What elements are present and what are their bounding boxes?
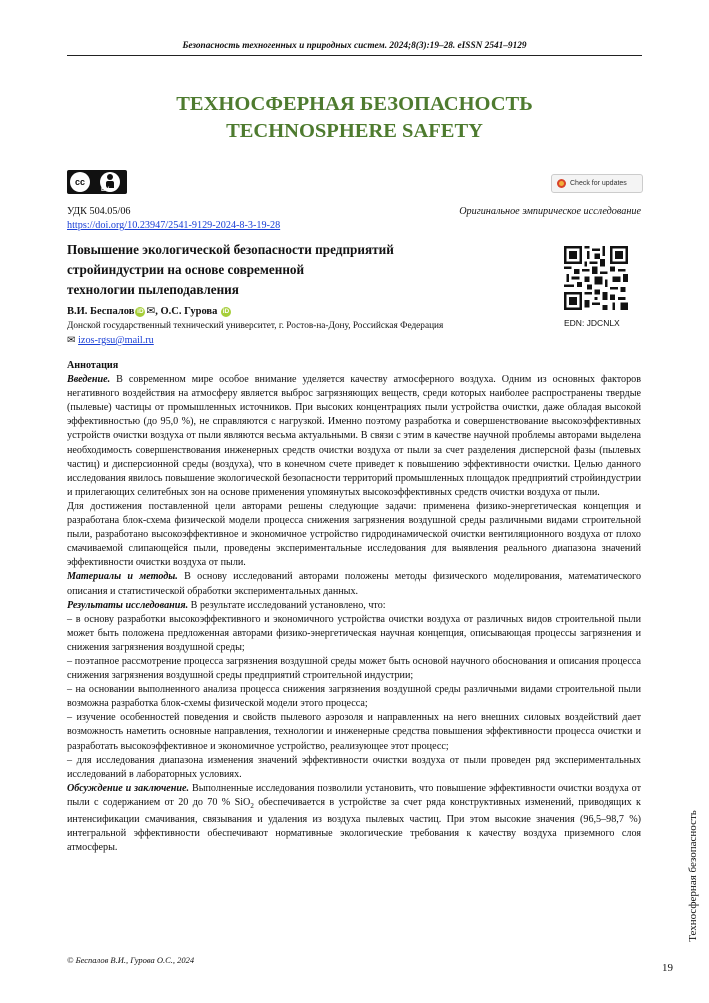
results-item: – в основу разработки высокоэффективного и экономичного устройства очистки воздуха от различных видов строительной пыли может быть положена предложенная авторами физико-энергетическая научная концепция, описывающая процессы загрязнения и снижения загрязнения воздушной среды; <box>67 613 641 653</box>
abstract <box>67 359 641 855</box>
email-link[interactable]: izos-rgsu@mail.ru <box>78 335 154 346</box>
author-bespalov[interactable]: В.И. Беспалов <box>67 306 135 317</box>
check-for-updates-label: Check for updates <box>570 180 627 187</box>
orcid-icon[interactable]: iD <box>137 308 144 315</box>
crossmark-icon <box>557 179 566 188</box>
check-for-updates-button[interactable] <box>551 174 643 193</box>
email-line <box>67 334 154 348</box>
abstract-discussion: Обсуждение и заключение. Выполненные исследования позволили установить, что повышение эффективности очистки воздуха от пыли с содержанием от 20 до 70 % SiO$_2$ обеспечивается в устройстве за счет ряда конструктивных изменений, приводящих к интенсификации смачивания, связывания и удаления из воздуха пылевых частиц. При этом высокие значения (96,5–98,7 %) интегральной эффективности обеспечивают нормативные экологические требования к качеству воздуха приземного слоя атмосферы. <box>67 782 642 854</box>
results-item: – изучение особенностей поведения и свойств пылевого аэрозоля и направленных на него внешних силовых воздействий дает возможность наметить основные направления, технологии и инженерные средства повышения эффективности процесса очистки и разработать высокоэффективное и экономичное устройство, реализующее этот процесс; <box>67 712 641 752</box>
article-title: Повышение экологической безопасности предприятий стройиндустрии на основе современной технологии пылеподавления <box>67 242 394 297</box>
authors <box>67 305 232 319</box>
doi-link[interactable]: https://doi.org/10.23947/2541-9129-2024-8-3-19-28 <box>67 220 281 231</box>
affiliation: Донской государственный технический университет, г. Ростов-на-Дону, Российская Федерация <box>67 321 444 331</box>
abstract-methods: Материалы и методы. В основу исследований авторами положены методы физического моделирования, математического описания и статистической обработки экспериментальных данных. <box>67 571 642 597</box>
by-label: BY <box>101 187 110 193</box>
orcid-icon[interactable]: iD <box>222 308 230 315</box>
article-type: Оригинальное эмпирическое исследование <box>459 206 641 217</box>
results-item: – на основании выполненного анализа процесса снижения загрязнения воздушной среды различными видами строительной пыли возможна разработка блок-схемы физической модели этого процесса; <box>67 684 641 710</box>
envelope-icon: ✉ <box>67 335 76 346</box>
section-title-en: TECHNOSPHERE SAFETY <box>226 120 483 142</box>
abstract-tasks: Для достижения поставленной цели авторами решены следующие задачи: применена физико-энергетическая концепция и разработана блок-схема физической модели процесса снижения загрязнения воздушной среды различными видами строительной пыли, разработано высокоэффективное и экономичное устройство гидродинамической очистки вентиляционного воздуха от плохо смачиваемой слипающейся пыли, проведены экспериментальные исследования для выявления реального диапазона значений эффективности очистки воздуха от пыли. <box>67 500 641 569</box>
cc-by-license-badge[interactable] <box>67 170 127 194</box>
envelope-icon[interactable]: ✉ <box>146 306 156 317</box>
header-divider <box>67 55 642 56</box>
edn-code: EDN: JDCNLX <box>564 318 620 328</box>
author-gurova[interactable]: , О.С. Гурова <box>155 306 218 317</box>
qr-code[interactable] <box>564 246 628 310</box>
udk-code: УДК 504.05/06 <box>67 206 131 217</box>
abstract-results: Результаты исследования. В результате исследований установлено, что: <box>67 599 386 611</box>
results-item: – для исследования диапазона изменения значений эффективности очистки воздуха от пыли проведен ряд экспериментальных исследований в лабораторных условиях. <box>67 754 641 780</box>
results-item: – поэтапное рассмотрение процесса загрязнения воздушной среды может быть основой научного обоснования и описания процесса снижения загрязнения воздушной среды предприятий строительной индустрии; <box>67 655 641 682</box>
copyright: © Беспалов В.И., Гурова О.С., 2024 <box>67 955 195 965</box>
section-title-ru: ТЕХНОСФЕРНАЯ БЕЗОПАСНОСТЬ <box>176 93 533 115</box>
abstract-heading: Аннотация <box>67 360 119 371</box>
side-section-label: Техносферная безопасность <box>687 810 700 942</box>
abstract-introduction: Введение. В современном мире особое внимание уделяется качеству атмосферного воздуха. Одним из основных факторов негативного воздействия на атмосферу является выброс загрязняющих веществ, среди которых наиболее распространены твердые (пылевые) частицы от промышленных источников. При высоких концентрациях пыли устройства очистки, даже обладая высокой эффективностью (до 95,0 %), не справляются с нагрузкой. Именно поэтому разработка и совершенствование высокоэффективных устройств очистки воздуха от пыли являются весьма актуальными. В связи с этим в качестве научной проблемы авторами выделена необходимость совершенствования инженерных средств очистки воздуха от пыли за счет разделения дисперсной фазы (пылевых частиц) и дисперсионной среды (воздуха), что в конечном счете приведет к повышению эффективности очистки. Целью данного исследования явилось повышение экологической безопасности территорий промышленных площадок предприятий стройиндустрии и прилегающих селитебных зон на основе применения упомянутых высокоэффективных средств очистки воздуха от пыли. <box>67 374 642 498</box>
cc-icon: cc <box>70 172 90 192</box>
journal-header: Безопасность техногенных и природных систем. 2024;8(3):19–28. eISSN 2541–9129 <box>182 41 527 51</box>
page-number: 19 <box>662 962 673 974</box>
